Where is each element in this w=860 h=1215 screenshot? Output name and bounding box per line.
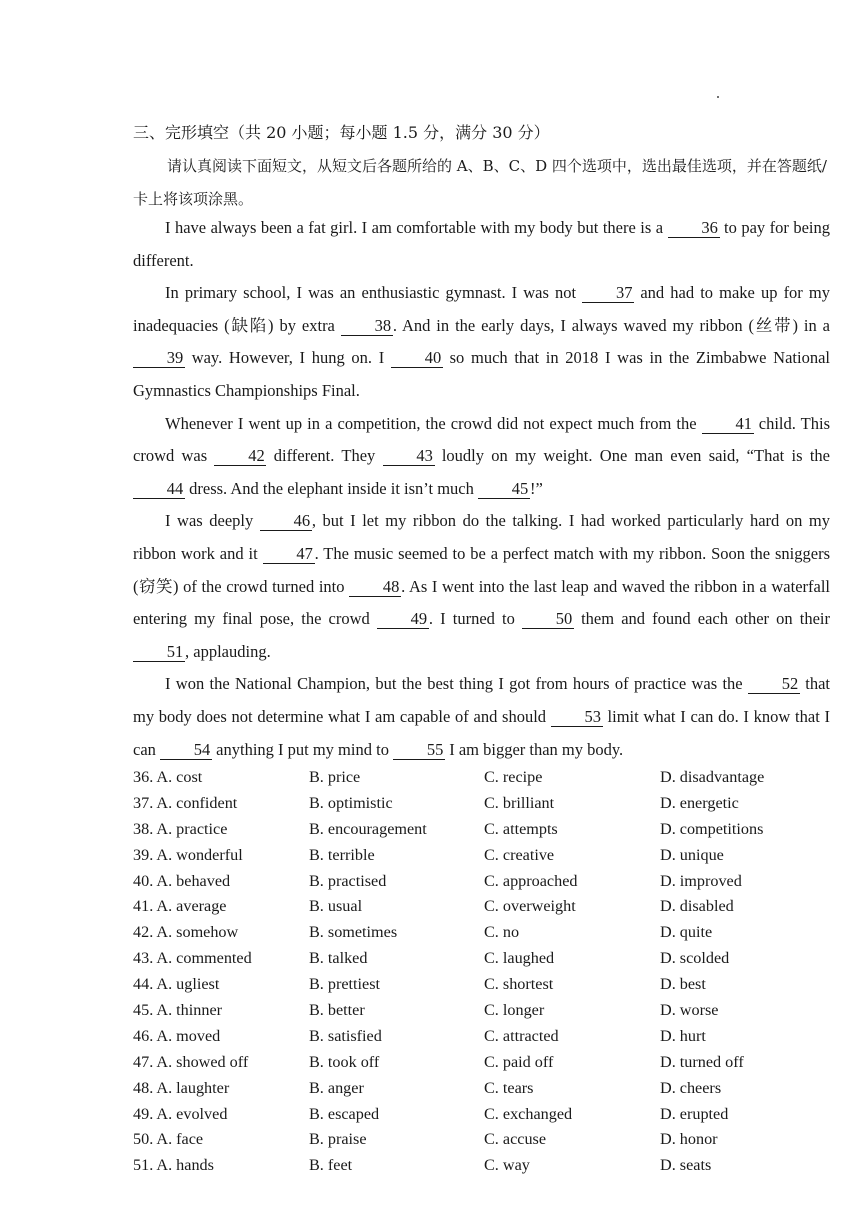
option-b[interactable]: B. prettiest — [309, 975, 381, 994]
blank-46[interactable]: 46 — [260, 512, 312, 531]
blank-51[interactable]: 51 — [133, 643, 185, 662]
option-row — [133, 765, 833, 791]
option-c[interactable]: C. approached — [484, 871, 578, 890]
option-a[interactable]: 46. A. moved — [133, 1026, 221, 1045]
option-a[interactable]: 39. A. wonderful — [133, 845, 243, 864]
blank-54[interactable]: 54 — [160, 741, 212, 760]
option-a[interactable]: 44. A. ugliest — [133, 975, 220, 994]
option-a[interactable]: 40. A. behaved — [133, 871, 231, 890]
option-d[interactable]: D. disabled — [660, 897, 734, 916]
option-row — [133, 843, 833, 869]
option-row — [133, 972, 833, 998]
option-b[interactable]: B. terrible — [309, 845, 375, 864]
passage-text: that my body does not determine what I am capable of and should — [133, 674, 830, 726]
option-d[interactable]: D. quite — [660, 923, 713, 942]
blank-41[interactable]: 41 — [702, 415, 754, 434]
blank-38[interactable]: 38 — [341, 317, 393, 336]
option-b[interactable]: B. usual — [309, 897, 363, 916]
passage-text: way. However, I hung on. I — [185, 348, 391, 368]
option-c[interactable]: C. paid off — [484, 1052, 554, 1071]
option-b[interactable]: B. talked — [309, 949, 368, 968]
option-c[interactable]: C. creative — [484, 845, 555, 864]
passage-text: child. This crowd was — [133, 413, 831, 466]
option-a[interactable]: 42. A. somehow — [133, 923, 239, 942]
passage-text: limit what I can do. I know that I can — [133, 706, 830, 759]
option-a[interactable]: 50. A. face — [133, 1130, 204, 1149]
option-d[interactable]: D. improved — [660, 871, 742, 890]
instructions: 请认真阅读下面短文，从短文后各题所给的 A、B、C、D 四个选项中，选出最佳选项，并在答题纸/卡上将该项涂黑。 — [133, 157, 827, 208]
blank-48[interactable]: 48 — [349, 578, 401, 597]
option-a[interactable]: 43. A. commented — [133, 949, 252, 968]
passage-paragraph — [133, 408, 830, 506]
blank-45[interactable]: 45 — [478, 480, 530, 499]
option-b[interactable]: B. feet — [309, 1156, 353, 1175]
option-c[interactable]: C. attempts — [484, 819, 558, 838]
blank-39[interactable]: 39 — [133, 349, 185, 368]
option-row — [133, 869, 833, 895]
option-c[interactable]: C. way — [484, 1156, 530, 1175]
option-d[interactable]: D. hurt — [660, 1026, 706, 1045]
passage-text: anything I put my mind to — [212, 739, 394, 759]
option-c[interactable]: C. attracted — [484, 1026, 559, 1045]
passage-text: . I turned to — [428, 609, 522, 629]
passage-text: different. They — [266, 446, 383, 466]
option-d[interactable]: D. seats — [660, 1156, 712, 1175]
option-d[interactable]: D. worse — [660, 1001, 719, 1020]
passage-text: . As I went into the last leap and waved the ribbon in a waterfall entering my final pose, the crowd — [133, 576, 831, 629]
option-b[interactable]: B. better — [309, 1001, 365, 1020]
passage-paragraph — [133, 505, 830, 668]
blank-42[interactable]: 42 — [214, 447, 266, 466]
option-row — [133, 920, 833, 946]
option-c[interactable]: C. overweight — [484, 897, 576, 916]
passage-paragraph — [133, 668, 830, 766]
option-c[interactable]: C. tears — [484, 1078, 534, 1097]
option-b[interactable]: B. praise — [309, 1130, 367, 1149]
blank-44[interactable]: 44 — [133, 480, 185, 499]
option-c[interactable]: C. brilliant — [484, 793, 555, 812]
option-b[interactable]: B. price — [309, 768, 361, 786]
blank-47[interactable]: 47 — [263, 545, 315, 564]
option-d[interactable]: D. scolded — [660, 949, 730, 968]
passage-text: I won the National Champion, but the best thing I got from hours of practice was the — [165, 674, 748, 694]
option-c[interactable]: C. exchanged — [484, 1104, 573, 1123]
scan-speck — [717, 96, 719, 98]
blank-55[interactable]: 55 — [393, 741, 445, 760]
passage-text: to pay for being different. — [133, 218, 831, 270]
option-c[interactable]: C. accuse — [484, 1130, 547, 1149]
option-row — [133, 998, 833, 1024]
options-list — [133, 765, 833, 1179]
option-b[interactable]: B. satisfied — [309, 1026, 382, 1045]
option-row — [133, 946, 833, 972]
option-b[interactable]: B. took off — [309, 1052, 380, 1071]
blank-53[interactable]: 53 — [551, 708, 603, 727]
option-a[interactable]: 45. A. thinner — [133, 1001, 223, 1020]
passage-text: . The music seemed to be a perfect match with my ribbon. Soon the sniggers (窃笑) of the crowd turned into — [133, 543, 830, 596]
option-c[interactable]: C. laughed — [484, 949, 555, 968]
blank-43[interactable]: 43 — [383, 447, 435, 466]
option-d[interactable]: D. competitions — [660, 819, 764, 838]
blank-50[interactable]: 50 — [522, 610, 574, 629]
option-d[interactable]: D. disadvantage — [660, 768, 765, 786]
option-row — [133, 894, 833, 920]
passage-text: I was deeply — [165, 511, 260, 531]
option-c[interactable]: C. recipe — [484, 768, 543, 786]
passage-text: I have always been a fat girl. I am comfortable with my body but there is a — [165, 218, 668, 237]
passage-text: Whenever I went up in a competition, the crowd did not expect much from the — [165, 413, 702, 433]
passage-paragraph — [133, 212, 830, 277]
passage-text: . And in the early days, I always waved my ribbon (丝带) in a — [392, 315, 830, 335]
passage-text: so much that in 2018 I was in the Zimbabwe National Gymnastics Championships Final. — [133, 348, 830, 400]
option-c[interactable]: C. shortest — [484, 975, 554, 994]
option-a[interactable]: 47. A. showed off — [133, 1052, 249, 1071]
option-row — [133, 1153, 833, 1179]
blank-52[interactable]: 52 — [748, 675, 800, 694]
option-row — [133, 1127, 833, 1153]
option-d[interactable]: D. unique — [660, 845, 724, 864]
option-b[interactable]: B. optimistic — [309, 793, 393, 812]
option-d[interactable]: D. cheers — [660, 1078, 722, 1097]
option-row — [133, 1076, 833, 1102]
option-a[interactable]: 38. A. practice — [133, 819, 228, 838]
passage-text: them and found each other on their — [573, 609, 830, 629]
option-c[interactable]: C. longer — [484, 1001, 545, 1020]
option-d[interactable]: D. honor — [660, 1130, 718, 1149]
option-row — [133, 791, 833, 817]
option-row — [133, 1024, 833, 1050]
option-a[interactable]: 48. A. laughter — [133, 1078, 230, 1097]
option-row — [133, 1050, 833, 1076]
option-c[interactable]: C. no — [484, 923, 520, 942]
option-a[interactable]: 37. A. confident — [133, 793, 238, 812]
option-d[interactable]: D. turned off — [660, 1052, 744, 1071]
blank-36[interactable]: 36 — [668, 219, 720, 238]
section-title: 三、完形填空（共 20 小题；每小题 1.5 分，满分 30 分） — [133, 123, 550, 142]
option-a[interactable]: 36. A. cost — [133, 768, 203, 786]
passage-paragraph — [133, 277, 830, 407]
passage-text: and had to make up for my inadequacies (缺陷) by extra — [133, 283, 830, 335]
passage-text: In primary school, I was an enthusiastic gymnast. I was not — [165, 283, 583, 303]
passage-text: , applauding. — [185, 641, 271, 661]
option-a[interactable]: 49. A. evolved — [133, 1104, 228, 1123]
cloze-passage — [133, 212, 830, 766]
option-d[interactable]: D. erupted — [660, 1104, 729, 1123]
option-b[interactable]: B. encouragement — [309, 819, 427, 838]
option-d[interactable]: D. best — [660, 975, 706, 994]
passage-text: !” — [530, 478, 543, 498]
passage-text: I am bigger than my body. — [445, 739, 624, 759]
option-b[interactable]: B. sometimes — [309, 923, 398, 942]
option-d[interactable]: D. energetic — [660, 793, 739, 812]
blank-40[interactable]: 40 — [391, 349, 443, 368]
option-b[interactable]: B. escaped — [309, 1104, 380, 1123]
option-b[interactable]: B. practised — [309, 871, 387, 890]
passage-text: loudly on my weight. One man even said, “That is the — [434, 446, 830, 466]
option-row — [133, 817, 833, 843]
passage-text: dress. And the elephant inside it isn’t much — [185, 478, 478, 498]
passage-text: , but I let my ribbon do the talking. I had worked particularly hard on my ribbon work and it — [133, 511, 830, 563]
option-b[interactable]: B. anger — [309, 1078, 364, 1097]
blank-37[interactable]: 37 — [582, 284, 634, 303]
option-a[interactable]: 51. A. hands — [133, 1156, 214, 1175]
option-a[interactable]: 41. A. average — [133, 897, 227, 916]
option-row — [133, 1102, 833, 1128]
blank-49[interactable]: 49 — [377, 610, 429, 629]
